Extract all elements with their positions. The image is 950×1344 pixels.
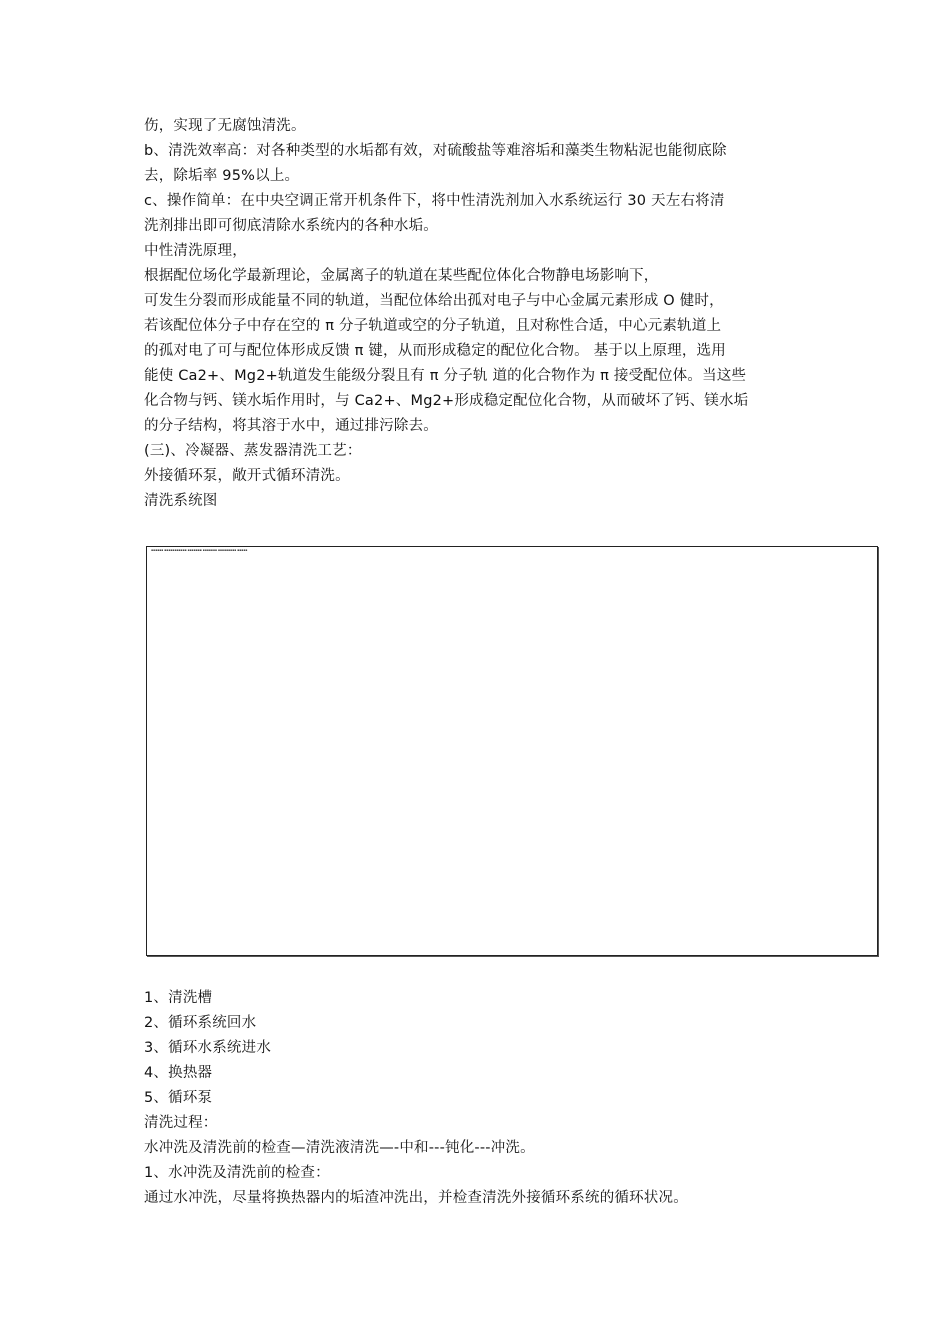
figure-title: 清洗系统图 xyxy=(144,493,218,509)
legend-item: 3、循环水系统进水 xyxy=(144,1040,272,1056)
text-line: 外接循环泵，敞开式循环清洗。 xyxy=(144,468,350,484)
text-line: 可发生分裂而形成能量不同的轨道，当配位体给出孤对电子与中心金属元素形成 O 健时， xyxy=(144,293,724,309)
section-heading: (三)、冷凝器、蒸发器清洗工艺： xyxy=(144,443,362,459)
legend-item: 2、循环系统回水 xyxy=(144,1015,257,1031)
text-line: b、清洗效率高：对各种类型的水垢都有效，对硫酸盐等难溶垢和藻类生物粘泥也能彻底除 xyxy=(144,143,727,159)
text-line: 根据配位场化学最新理论，金属离子的轨道在某些配位体化合物静电场影响下， xyxy=(144,268,659,284)
text-line: c、操作简单：在中央空调正常开机条件下，将中性清洗剂加入水系统运行 30 天左右将清 xyxy=(144,193,725,209)
section-heading: 1、水冲洗及清洗前的检查： xyxy=(144,1165,330,1181)
top-text-block xyxy=(144,114,814,514)
text-line: 化合物与钙、镁水垢作用时，与 Ca2+、Mg2+形成稳定配位化合物，从而破坏了钙、镁水垢 xyxy=(144,393,749,409)
text-line: 若该配位体分子中存在空的 π 分子轨道或空的分子轨道，且对称性合适，中心元素轨道上 xyxy=(144,318,722,334)
text-line: 的孤对电了可与配位体形成反馈 π 键，从而形成稳定的配位化合物。 基于以上原理，选用 xyxy=(144,343,726,359)
legend-item: 4、换热器 xyxy=(144,1065,213,1081)
bottom-text-block xyxy=(144,986,814,1211)
text-line: 洗剂排出即可彻底清除水系统内的各种水垢。 xyxy=(144,218,438,234)
text-line: 去，除垢率 95%以上。 xyxy=(144,168,300,184)
text-line: 通过水冲洗，尽量将换热器内的垢渣冲洗出，并检查清洗外接循环系统的循环状况。 xyxy=(144,1190,688,1206)
cleaning-system-diagram-frame xyxy=(146,546,878,956)
text-line: 水冲洗及清洗前的检查—清洗液清洗—-中和---钝化---冲洗。 xyxy=(144,1140,535,1156)
section-heading: 中性清洗原理， xyxy=(144,243,247,259)
text-line: 的分子结构，将其溶于水中，通过排污除去。 xyxy=(144,418,438,434)
section-heading: 清洗过程： xyxy=(144,1115,218,1131)
text-line: 伤，实现了无腐蚀清洗。 xyxy=(144,118,306,134)
legend-item: 5、循环泵 xyxy=(144,1090,213,1106)
legend-item: 1、清洗槽 xyxy=(144,990,213,1006)
text-line: 能使 Ca2+、Mg2+轨道发生能级分裂且有 π 分子轨 道的化合物作为 π 接受配位体。当这些 xyxy=(144,368,747,384)
diagram-placeholder-artifact: ▪▪▪▪▪▪ ▪▪▪▪▪▪▪▪▪▪▪ ▪▪▪▪▪▪▪ ▪▪▪▪▪▪▪ ▪▪▪▪▪▪▪▪▪ ▪▪▪▪▪ xyxy=(151,549,248,552)
